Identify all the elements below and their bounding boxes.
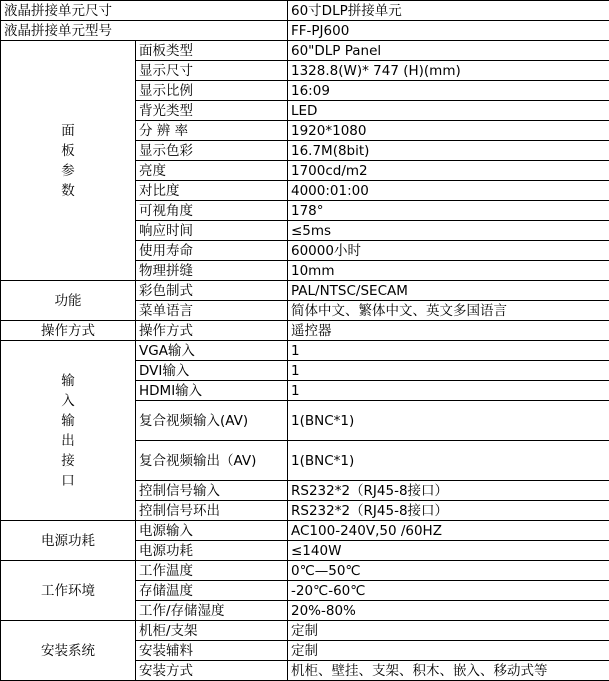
header-row	[1, 21, 609, 41]
spec-value: 20%-80%	[288, 601, 609, 621]
header-label: 液晶拼接单元尺寸	[1, 1, 288, 21]
spec-row	[1, 341, 609, 361]
spec-label: 控制信号环出	[136, 501, 288, 521]
spec-label: 菜单语言	[136, 301, 288, 321]
spec-value: 10mm	[288, 261, 609, 281]
category-char: 参	[4, 161, 132, 181]
spec-value: 1	[288, 381, 609, 401]
category-cell: 安装系统	[1, 621, 136, 681]
spec-value: 1(BNC*1)	[288, 441, 609, 481]
spec-label: 物理拼缝	[136, 261, 288, 281]
spec-value: 16.7M(8bit)	[288, 141, 609, 161]
spec-label: 彩色制式	[136, 281, 288, 301]
spec-value: PAL/NTSC/SECAM	[288, 281, 609, 301]
spec-value: 定制	[288, 641, 609, 661]
spec-value: 60000小时	[288, 241, 609, 261]
spec-label: VGA输入	[136, 341, 288, 361]
spec-row	[1, 621, 609, 641]
spec-label: 显示比例	[136, 81, 288, 101]
spec-label: 亮度	[136, 161, 288, 181]
spec-value: 遥控器	[288, 321, 609, 341]
spec-row	[1, 41, 609, 61]
spec-value: 简体中文、繁体中文、英文多国语言	[288, 301, 609, 321]
spec-value: LED	[288, 101, 609, 121]
spec-value: 1	[288, 341, 609, 361]
spec-row	[1, 561, 609, 581]
category-char: 输	[4, 371, 132, 391]
category-char: 面	[4, 121, 132, 141]
spec-row	[1, 521, 609, 541]
spec-label: 分 辨 率	[136, 121, 288, 141]
spec-label: 对比度	[136, 181, 288, 201]
spec-label: 控制信号输入	[136, 481, 288, 501]
category-char: 板	[4, 141, 132, 161]
spec-value: 机柜、壁挂、支架、积木、嵌入、移动式等	[288, 661, 609, 681]
header-row	[1, 1, 609, 21]
spec-label: 电源功耗	[136, 541, 288, 561]
spec-label: 存储温度	[136, 581, 288, 601]
category-char: 接	[4, 451, 132, 471]
spec-value: RS232*2（RJ45-8接口）	[288, 481, 609, 501]
spec-row	[1, 281, 609, 301]
spec-value: RS232*2（RJ45-8接口）	[288, 501, 609, 521]
spec-label: 面板类型	[136, 41, 288, 61]
category-cell: 电源功耗	[1, 521, 136, 561]
spec-label: 显示尺寸	[136, 61, 288, 81]
spec-label: 使用寿命	[136, 241, 288, 261]
spec-label: 工作/存储湿度	[136, 601, 288, 621]
spec-value: ≤5ms	[288, 221, 609, 241]
category-cell	[1, 341, 136, 521]
header-value: 60寸DLP拼接单元	[288, 1, 609, 21]
category-cell: 操作方式	[1, 321, 136, 341]
spec-value: 1920*1080	[288, 121, 609, 141]
spec-value: 16:09	[288, 81, 609, 101]
spec-label: 可视角度	[136, 201, 288, 221]
spec-label: 复合视频输出（AV)	[136, 441, 288, 481]
category-cell: 功能	[1, 281, 136, 321]
spec-value: 178°	[288, 201, 609, 221]
spec-value: 1(BNC*1)	[288, 401, 609, 441]
spec-label: 机柜/支架	[136, 621, 288, 641]
spec-label: 安装辅料	[136, 641, 288, 661]
spec-value: 60"DLP Panel	[288, 41, 609, 61]
spec-value: 4000:01:00	[288, 181, 609, 201]
header-label: 液晶拼接单元型号	[1, 21, 288, 41]
spec-value: 1328.8(W)* 747 (H)(mm)	[288, 61, 609, 81]
spec-value: AC100-240V,50 /60HZ	[288, 521, 609, 541]
category-char: 输	[4, 411, 132, 431]
spec-label: 复合视频输入(AV)	[136, 401, 288, 441]
spec-value: -20℃-60℃	[288, 581, 609, 601]
spec-value: 0℃—50℃	[288, 561, 609, 581]
spec-row	[1, 321, 609, 341]
spec-label: 背光类型	[136, 101, 288, 121]
category-cell: 工作环境	[1, 561, 136, 621]
spec-label: HDMI输入	[136, 381, 288, 401]
spec-label: 响应时间	[136, 221, 288, 241]
spec-label: 电源输入	[136, 521, 288, 541]
spec-label: 显示色彩	[136, 141, 288, 161]
category-char: 入	[4, 391, 132, 411]
category-char: 数	[4, 181, 132, 201]
category-char: 出	[4, 431, 132, 451]
spec-value: ≤140W	[288, 541, 609, 561]
spec-label: 安装方式	[136, 661, 288, 681]
category-cell	[1, 41, 136, 281]
spec-value: 1	[288, 361, 609, 381]
category-char: 口	[4, 471, 132, 491]
spec-value: 定制	[288, 621, 609, 641]
spec-label: DVI输入	[136, 361, 288, 381]
spec-label: 工作温度	[136, 561, 288, 581]
header-value: FF-PJ600	[288, 21, 609, 41]
spec-label: 操作方式	[136, 321, 288, 341]
spec-value: 1700cd/m2	[288, 161, 609, 181]
